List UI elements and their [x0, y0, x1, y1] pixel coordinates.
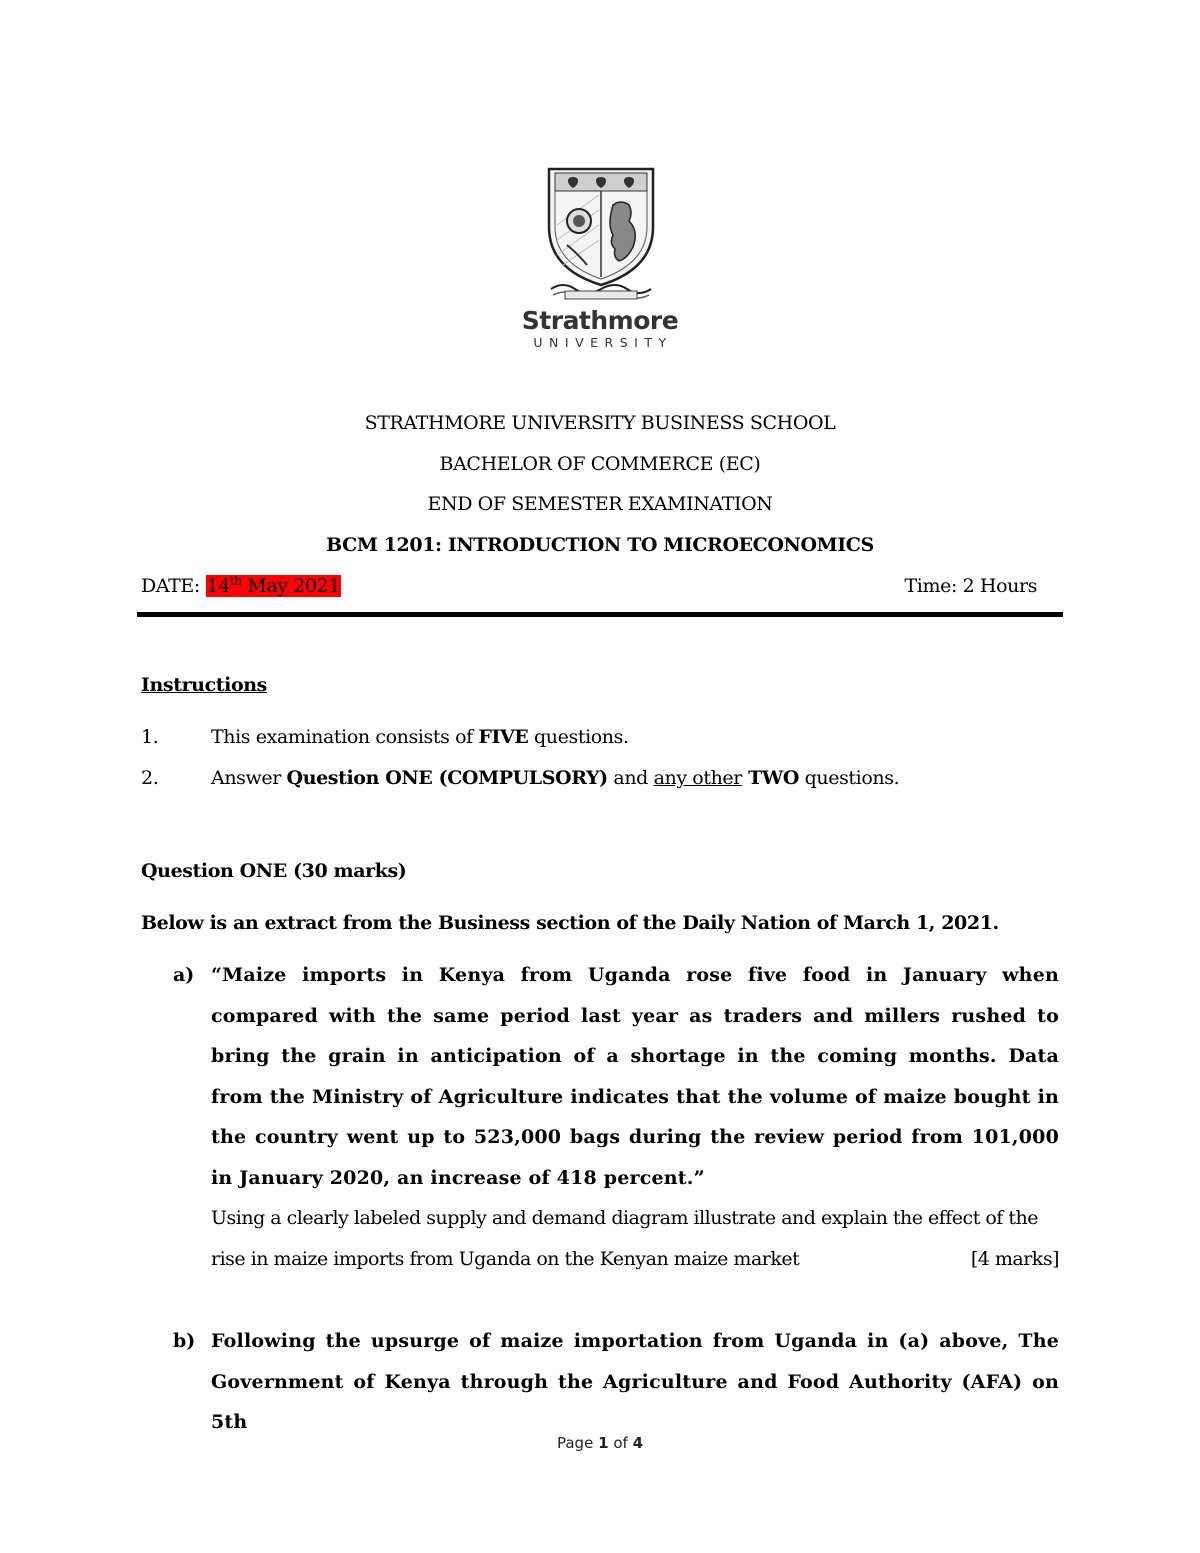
date-label: DATE:: [141, 575, 200, 597]
date-month-year: May 2021: [247, 575, 341, 597]
wordmark-subtitle: UNIVERSITY: [533, 335, 673, 350]
instruction-text: Answer: [211, 767, 287, 789]
instruction-text: questions.: [528, 726, 629, 748]
footer-total-pages: 4: [632, 1434, 643, 1452]
part-a-instruction: [211, 1198, 1059, 1279]
instruction-text: This examination consists of: [211, 726, 479, 748]
instruction-number: 2.: [141, 767, 159, 789]
part-a-quote: “Maize imports in Kenya from Uganda rose five food in January when compared with the same period last year as traders and millers rushed to bring the grain in anticipation of a shortage in the coming months. Data from the Ministry of Agriculture indicates that the volume of maize bought in the country went up to 523,000 bags during the review period from 101,000 in January 2020, an increase of 418 percent.”: [211, 964, 1059, 1189]
part-b-text: Following the upsurge of maize importation from Uganda in (a) above, The Government of Kenya through the Agriculture and Food Authority (AFA) on 5th: [211, 1330, 1059, 1433]
university-wordmark: [510, 307, 690, 351]
instruction-emphasis: TWO: [741, 767, 799, 789]
exam-date: [141, 574, 341, 598]
part-a-instruction-text: Using a clearly labeled supply and demand diagram illustrate and explain the effect of the rise in maize imports from Uganda on the Kenyan maize market: [211, 1207, 1038, 1270]
question-part-b: [141, 1321, 1061, 1443]
instruction-underlined: any other: [653, 767, 742, 789]
date-highlight: [206, 575, 342, 597]
instruction-text: questions.: [799, 767, 900, 789]
date-day: 14: [206, 575, 230, 597]
wordmark-name: Strathmore: [521, 306, 679, 335]
exam-duration: Time: 2 Hours: [904, 575, 1037, 597]
question-part-a: [141, 955, 1061, 1279]
date-ordinal: th: [229, 574, 242, 588]
part-b-label: b): [173, 1330, 196, 1352]
instruction-emphasis: Question ONE (COMPULSORY): [286, 767, 608, 789]
school-name: STRATHMORE UNIVERSITY BUSINESS SCHOOL: [364, 412, 836, 434]
course-title: BCM 1201: INTRODUCTION TO MICROECONOMICS: [326, 534, 874, 556]
part-a-marks: [4 marks]: [970, 1247, 1059, 1270]
instruction-text: and: [607, 767, 654, 789]
exam-type: END OF SEMESTER EXAMINATION: [427, 493, 773, 515]
instruction-item: [141, 725, 1071, 749]
instructions-heading: Instructions: [141, 674, 267, 696]
instruction-emphasis: FIVE: [478, 726, 529, 748]
instruction-item: [141, 766, 1071, 790]
part-a-label: a): [173, 964, 195, 986]
page-footer: [0, 1433, 1200, 1453]
footer-page-word: Page: [556, 1434, 594, 1452]
question-one-title: Question ONE (30 marks): [141, 860, 407, 882]
footer-of-word: of: [613, 1434, 628, 1452]
extract-intro: Below is an extract from the Business section of the Daily Nation of March 1, 2021.: [141, 912, 999, 934]
header-divider: [137, 612, 1063, 617]
footer-current-page: 1: [598, 1434, 609, 1452]
university-crest-icon: [545, 165, 657, 305]
instruction-number: 1.: [141, 726, 159, 748]
programme-name: BACHELOR OF COMMERCE (EC): [439, 453, 761, 475]
